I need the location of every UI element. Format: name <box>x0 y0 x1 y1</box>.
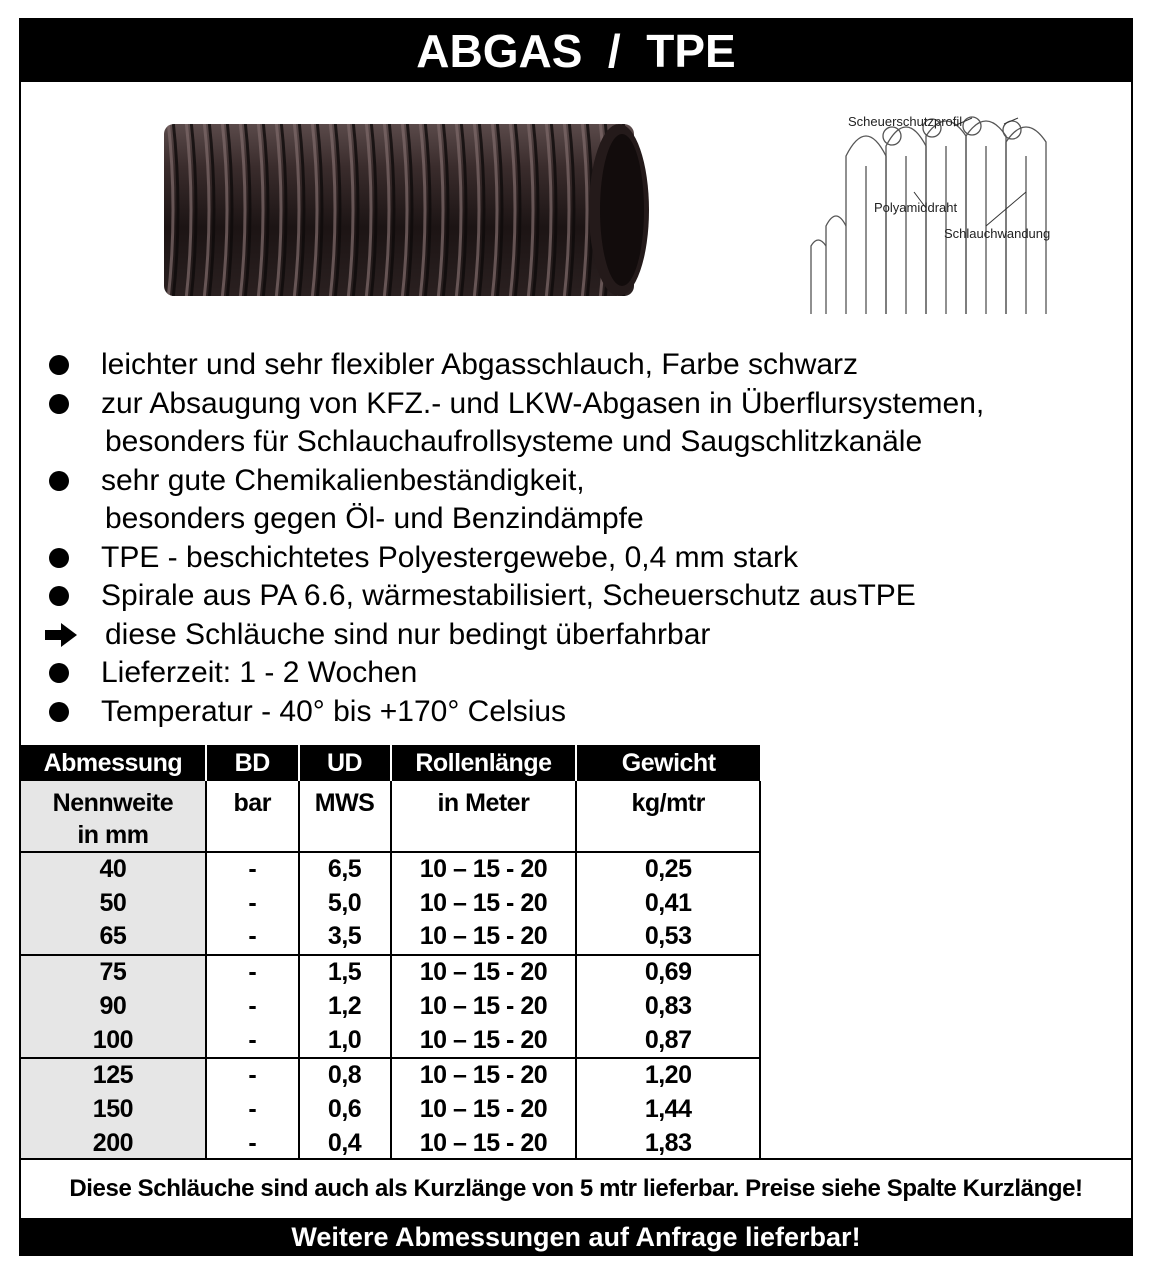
column-header: UD <box>299 745 391 781</box>
bullet-icon <box>49 586 69 606</box>
list-item: Lieferzeit: 1 - 2 Wochen <box>43 654 1123 693</box>
list-item: Spirale aus PA 6.6, wärmestabilisiert, Scheuerschutz ausTPE <box>43 577 1123 616</box>
footer-banner: Weitere Abmessungen auf Anfrage lieferbar! <box>21 1218 1131 1256</box>
unit-cell: bar <box>206 781 299 852</box>
column-header: BD <box>206 745 299 781</box>
list-item: leichter und sehr flexibler Abgasschlauch, Farbe schwarz <box>43 346 1123 385</box>
label-hose-wall: Schlauchwandung <box>944 226 1051 241</box>
bullet-icon <box>49 548 69 568</box>
arrow-right-icon <box>45 623 77 647</box>
table-row: 90 - 1,2 10 – 15 - 20 0,83 <box>21 990 760 1024</box>
page-title: ABGAS / TPE <box>21 20 1131 82</box>
table-row: 50 - 5,0 10 – 15 - 20 0,41 <box>21 887 760 921</box>
list-item: diese Schläuche sind nur bedingt überfahrbar <box>43 616 1123 655</box>
hose-cross-section-diagram <box>806 96 1066 314</box>
bullet-icon <box>49 702 69 722</box>
bullet-icon <box>49 471 69 491</box>
bullet-icon <box>49 355 69 375</box>
bullet-icon <box>49 663 69 683</box>
product-sheet <box>19 18 1133 1256</box>
list-item: sehr gute Chemikalienbeständigkeit, besonders gegen Öl- und Benzindämpfe <box>43 462 1123 539</box>
table-row: 75 - 1,5 10 – 15 - 20 0,69 <box>21 955 760 990</box>
table-row: 125 - 0,8 10 – 15 - 20 1,20 <box>21 1058 760 1093</box>
column-header: Gewicht <box>576 745 760 781</box>
hose-photo <box>164 120 650 300</box>
table-row: 40 - 6,5 10 – 15 - 20 0,25 <box>21 852 760 887</box>
spec-table <box>21 745 761 1160</box>
list-item: Temperatur - 40° bis +170° Celsius <box>43 693 1123 732</box>
table-row: 200 - 0,4 10 – 15 - 20 1,83 <box>21 1127 760 1161</box>
unit-cell: in Meter <box>391 781 577 852</box>
list-item: TPE - beschichtetes Polyestergewebe, 0,4 mm stark <box>43 539 1123 578</box>
feature-list <box>43 346 1123 731</box>
short-length-note: Diese Schläuche sind auch als Kurzlänge von 5 mtr lieferbar. Preise siehe Spalte Kurzlänge! <box>21 1158 1131 1216</box>
list-item: zur Absaugung von KFZ.- und LKW-Abgasen in Überflursystemen, besonders für Schlauchaufrollsysteme und Saugschlitzkanäle <box>43 385 1123 462</box>
column-header: Abmessung <box>21 745 206 781</box>
unit-cell: kg/mtr <box>576 781 760 852</box>
column-header: Rollenlänge <box>391 745 577 781</box>
unit-cell: MWS <box>299 781 391 852</box>
unit-cell: Nennweite in mm <box>21 781 206 852</box>
table-row: 150 - 0,6 10 – 15 - 20 1,44 <box>21 1093 760 1127</box>
label-abrasion-profile: Scheuerschutzprofil <box>848 114 963 129</box>
bullet-icon <box>49 394 69 414</box>
table-row: 65 - 3,5 10 – 15 - 20 0,53 <box>21 920 760 955</box>
label-polyamide-wire: Polyamiddraht <box>874 200 958 215</box>
table-row: 100 - 1,0 10 – 15 - 20 0,87 <box>21 1024 760 1059</box>
